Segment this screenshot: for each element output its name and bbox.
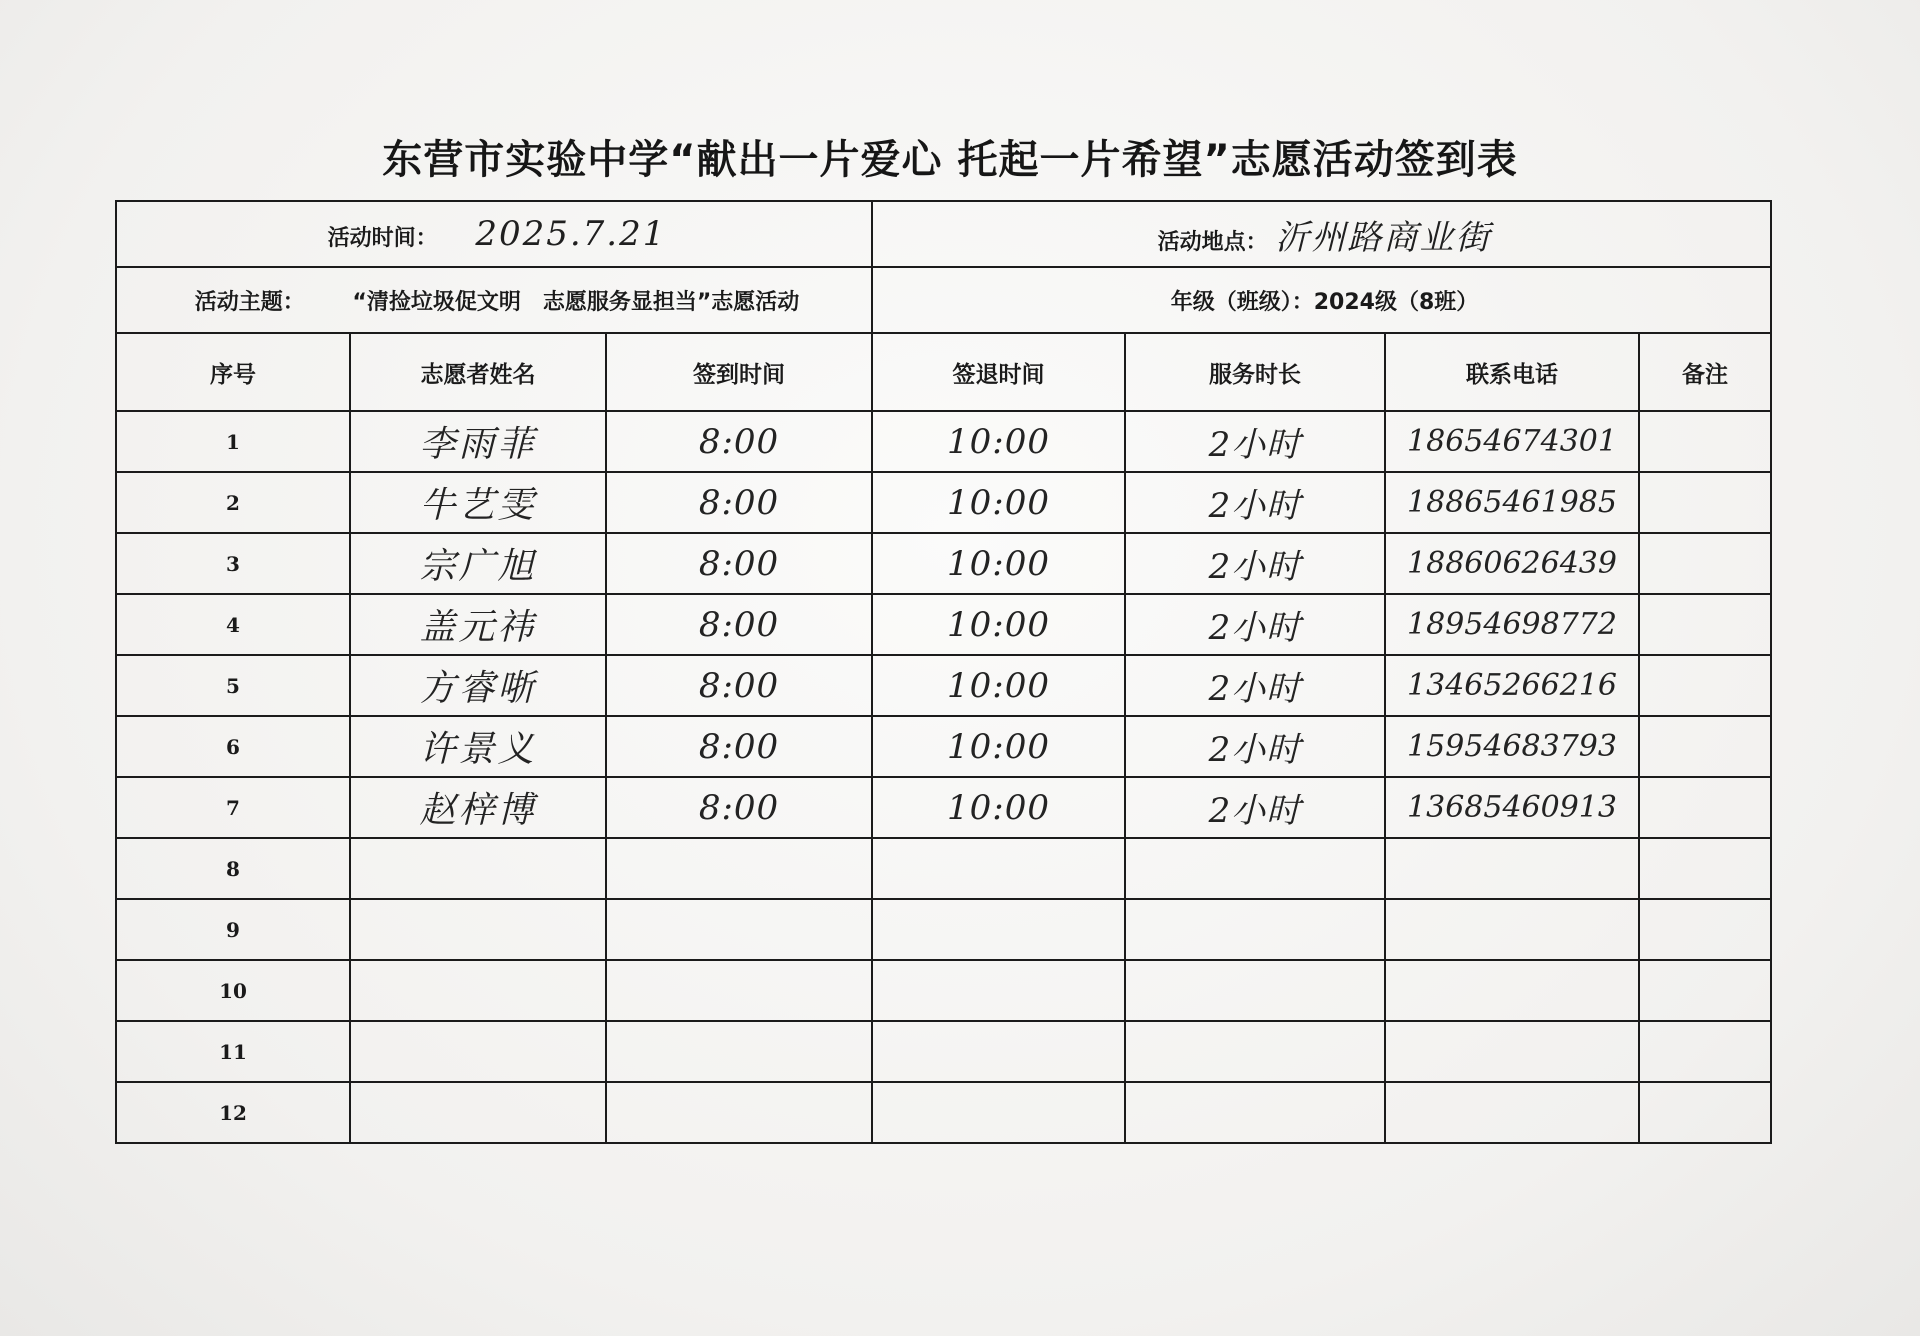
checkout-time-cell: 10:00: [872, 472, 1125, 533]
contact-phone-cell: 18654674301: [1385, 411, 1639, 472]
info-row-time-place: [116, 201, 1771, 267]
row-seq-cell: 2: [116, 472, 350, 533]
row-seq-cell: 5: [116, 655, 350, 716]
checkout-time-cell: 10:00: [872, 594, 1125, 655]
service-duration-cell: [1125, 960, 1385, 1021]
activity-theme-label: 活动主题：: [194, 289, 305, 315]
row-seq-cell: 6: [116, 716, 350, 777]
checkin-time-cell: 8:00: [606, 411, 872, 472]
checkout-time-cell: 10:00: [872, 716, 1125, 777]
note-cell: [1639, 960, 1771, 1021]
table-row: [116, 716, 1771, 777]
service-duration-cell: 2小时: [1125, 472, 1385, 533]
checkin-time-cell: [606, 1021, 872, 1082]
table-row: [116, 899, 1771, 960]
checkout-time-cell: [872, 899, 1125, 960]
volunteer-name-cell: [350, 1082, 606, 1143]
note-cell: [1639, 472, 1771, 533]
checkout-time-cell: 10:00: [872, 533, 1125, 594]
table-row: [116, 655, 1771, 716]
table-row: [116, 594, 1771, 655]
activity-place-value: 沂州路商业街: [1275, 217, 1492, 258]
note-cell: [1639, 838, 1771, 899]
row-seq-cell: 12: [116, 1082, 350, 1143]
service-duration-cell: [1125, 899, 1385, 960]
contact-phone-cell: [1385, 899, 1639, 960]
activity-place-cell: [872, 201, 1771, 267]
col-header-note: 备注: [1639, 333, 1771, 411]
volunteer-name-cell: 许景义: [350, 716, 606, 777]
sheet-title: 东营市实验中学“献出一片爱心 托起一片希望”志愿活动签到表: [382, 137, 1518, 183]
row-seq-cell: 1: [116, 411, 350, 472]
service-duration-cell: [1125, 1021, 1385, 1082]
service-duration-cell: [1125, 838, 1385, 899]
col-header-phone: 联系电话: [1385, 333, 1639, 411]
checkin-time-cell: [606, 1082, 872, 1143]
info-row-theme-grade: [116, 267, 1771, 333]
activity-theme-value: “清捡垃圾促文明 志愿服务显担当”志愿活动: [352, 289, 800, 315]
checkout-time-cell: 10:00: [872, 777, 1125, 838]
table-row: [116, 472, 1771, 533]
table-row: [116, 838, 1771, 899]
contact-phone-cell: [1385, 1082, 1639, 1143]
row-seq-cell: 8: [116, 838, 350, 899]
checkin-time-cell: 8:00: [606, 594, 872, 655]
volunteer-name-cell: [350, 899, 606, 960]
note-cell: [1639, 899, 1771, 960]
table-row: [116, 411, 1771, 472]
note-cell: [1639, 777, 1771, 838]
table-row: [116, 533, 1771, 594]
sign-in-table: [115, 200, 1772, 1144]
table-row: [116, 960, 1771, 1021]
table-row: [116, 1082, 1771, 1143]
checkin-time-cell: 8:00: [606, 655, 872, 716]
contact-phone-cell: 18865461985: [1385, 472, 1639, 533]
checkin-time-cell: 8:00: [606, 533, 872, 594]
volunteer-name-cell: 牛艺雯: [350, 472, 606, 533]
checkin-time-cell: [606, 960, 872, 1021]
service-duration-cell: 2小时: [1125, 533, 1385, 594]
volunteer-name-cell: 李雨菲: [350, 411, 606, 472]
volunteer-name-cell: [350, 838, 606, 899]
service-duration-cell: 2小时: [1125, 411, 1385, 472]
activity-place-label: 活动地点：: [1157, 229, 1268, 255]
table-body: [116, 411, 1771, 1143]
activity-time-cell: [116, 201, 872, 267]
volunteer-name-cell: [350, 1021, 606, 1082]
checkout-time-cell: [872, 1021, 1125, 1082]
contact-phone-cell: 18954698772: [1385, 594, 1639, 655]
row-seq-cell: 7: [116, 777, 350, 838]
table-header-row: [116, 333, 1771, 411]
service-duration-cell: [1125, 1082, 1385, 1143]
col-header-seq: 序号: [116, 333, 350, 411]
checkin-time-cell: 8:00: [606, 472, 872, 533]
checkin-time-cell: 8:00: [606, 777, 872, 838]
contact-phone-cell: [1385, 1021, 1639, 1082]
contact-phone-cell: 13685460913: [1385, 777, 1639, 838]
contact-phone-cell: [1385, 960, 1639, 1021]
service-duration-cell: 2小时: [1125, 777, 1385, 838]
checkin-time-cell: [606, 899, 872, 960]
col-header-duration: 服务时长: [1125, 333, 1385, 411]
checkout-time-cell: 10:00: [872, 411, 1125, 472]
checkout-time-cell: [872, 1082, 1125, 1143]
volunteer-name-cell: 宗广旭: [350, 533, 606, 594]
activity-time-label: 活动时间：: [327, 226, 438, 251]
table-row: [116, 777, 1771, 838]
contact-phone-cell: 13465266216: [1385, 655, 1639, 716]
note-cell: [1639, 1021, 1771, 1082]
col-header-name: 志愿者姓名: [350, 333, 606, 411]
note-cell: [1639, 533, 1771, 594]
col-header-checkin: 签到时间: [606, 333, 872, 411]
grade-class-cell: [872, 267, 1771, 333]
table-row: [116, 1021, 1771, 1082]
service-duration-cell: 2小时: [1125, 716, 1385, 777]
row-seq-cell: 3: [116, 533, 350, 594]
volunteer-name-cell: [350, 960, 606, 1021]
volunteer-name-cell: 盖元祎: [350, 594, 606, 655]
checkout-time-cell: [872, 838, 1125, 899]
note-cell: [1639, 716, 1771, 777]
checkin-time-cell: [606, 838, 872, 899]
service-duration-cell: 2小时: [1125, 655, 1385, 716]
grade-class-text: 年级（班级）：2024级（8班）: [1170, 289, 1479, 315]
row-seq-cell: 9: [116, 899, 350, 960]
checkin-time-cell: 8:00: [606, 716, 872, 777]
service-duration-cell: 2小时: [1125, 594, 1385, 655]
note-cell: [1639, 655, 1771, 716]
contact-phone-cell: 15954683793: [1385, 716, 1639, 777]
contact-phone-cell: 18860626439: [1385, 533, 1639, 594]
volunteer-name-cell: 赵梓博: [350, 777, 606, 838]
activity-time-value: 2025.7.21: [475, 214, 667, 254]
col-header-checkout: 签退时间: [872, 333, 1125, 411]
volunteer-name-cell: 方睿哳: [350, 655, 606, 716]
note-cell: [1639, 594, 1771, 655]
row-seq-cell: 10: [116, 960, 350, 1021]
row-seq-cell: 4: [116, 594, 350, 655]
note-cell: [1639, 411, 1771, 472]
row-seq-cell: 11: [116, 1021, 350, 1082]
note-cell: [1639, 1082, 1771, 1143]
activity-theme-cell: [116, 267, 872, 333]
contact-phone-cell: [1385, 838, 1639, 899]
checkout-time-cell: 10:00: [872, 655, 1125, 716]
checkout-time-cell: [872, 960, 1125, 1021]
